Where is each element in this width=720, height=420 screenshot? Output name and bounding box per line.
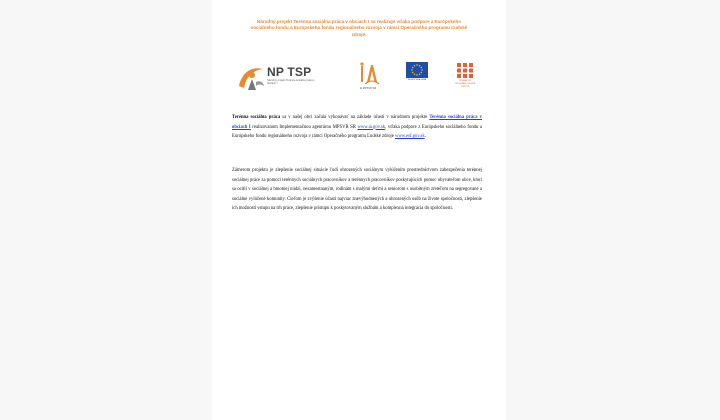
np-tsp-logo-icon bbox=[236, 64, 266, 92]
intro-text-c: , vďaka podpore z Európskeho sociálneho fondu a Európskeho fondu regionálneho rozvoja v rámci Operačného programu Ľudské zdroje bbox=[232, 124, 482, 139]
eu-logo bbox=[406, 62, 428, 92]
document-page bbox=[212, 0, 506, 420]
np-tsp-subtitle: Národný projekt Terénna sociálna práca v obciach I bbox=[267, 79, 315, 86]
header-line-3: zdroje. bbox=[351, 31, 367, 37]
np-tsp-title: NP TSP bbox=[267, 65, 312, 79]
ludske-zdroje-grid-icon bbox=[456, 62, 474, 79]
intro-text-d: . bbox=[424, 134, 426, 139]
ia-gov-link[interactable]: www.ia.gov.sk bbox=[357, 124, 386, 130]
paragraph-goals: Zámerom projektu je zlepšenie sociálnej situácie ľudí ohrozených sociálnym vylúčením prostredníctvom zabezpečenia terénnej sociálnej práce za pomoci terénnych sociálnych pracovníkov a terénnych pracovníkov poskytujúcich pomoc obyvateľom obce, ktorí sa ocitli v sociálnej a hmotnej núdzi, nezamestnaným, rodinám s malými deťmi a seniorom s osobitným zreteľom na segregované a sociálne vylúčené komunity. Cieľom je zvýšenie účasti najviac znevýhodnených a ohrozených osôb na živote spoločnosti, zlepšenie ich možností vstupu na trh práce, zlepšenie prístupu k poskytovaným službám a komplexná integrácia do spoločnosti. bbox=[232, 168, 482, 211]
logo-strip bbox=[236, 62, 490, 92]
intro-text-a: sa v našej obci začala vykonávať na základe účasti v národnom projekte bbox=[280, 115, 430, 120]
eu-flag-icon bbox=[406, 62, 428, 78]
op-ludske-zdroje-logo bbox=[456, 62, 474, 92]
project-link[interactable]: Terénna sociálna práca v obciach I bbox=[232, 115, 482, 130]
intro-bold-lead: Terénna sociálna práca bbox=[232, 115, 281, 120]
intro-text-b: realizovanom Implementačnou agentúrou MPSVR SR bbox=[250, 124, 358, 130]
ludske-zdroje-caption: OPERAČNÝ PROGRAM ĽUDSKÉ ZDROJE bbox=[454, 80, 476, 88]
ia-logo-icon bbox=[354, 62, 382, 86]
paragraph-intro bbox=[232, 113, 482, 142]
ia-mpsvr-logo bbox=[354, 62, 382, 92]
np-tsp-wordmark bbox=[267, 66, 317, 85]
eu-logo-caption: EURÓPSKA ÚNIA bbox=[408, 79, 426, 81]
project-header bbox=[228, 19, 490, 38]
ia-logo-caption: IA MPSVR SR bbox=[359, 87, 377, 90]
esf-gov-link[interactable]: www.esf.gov.sk bbox=[394, 134, 425, 139]
header-line-1: Národný projekt Terénna sociálna práca v obciach I sa realizuje vďaka podpore z Európskeho bbox=[256, 19, 462, 24]
header-line-2: sociálneho fondu a Európskeho fondu regionálneho rozvoja v rámci Operačného programu Ľudské bbox=[250, 25, 468, 31]
